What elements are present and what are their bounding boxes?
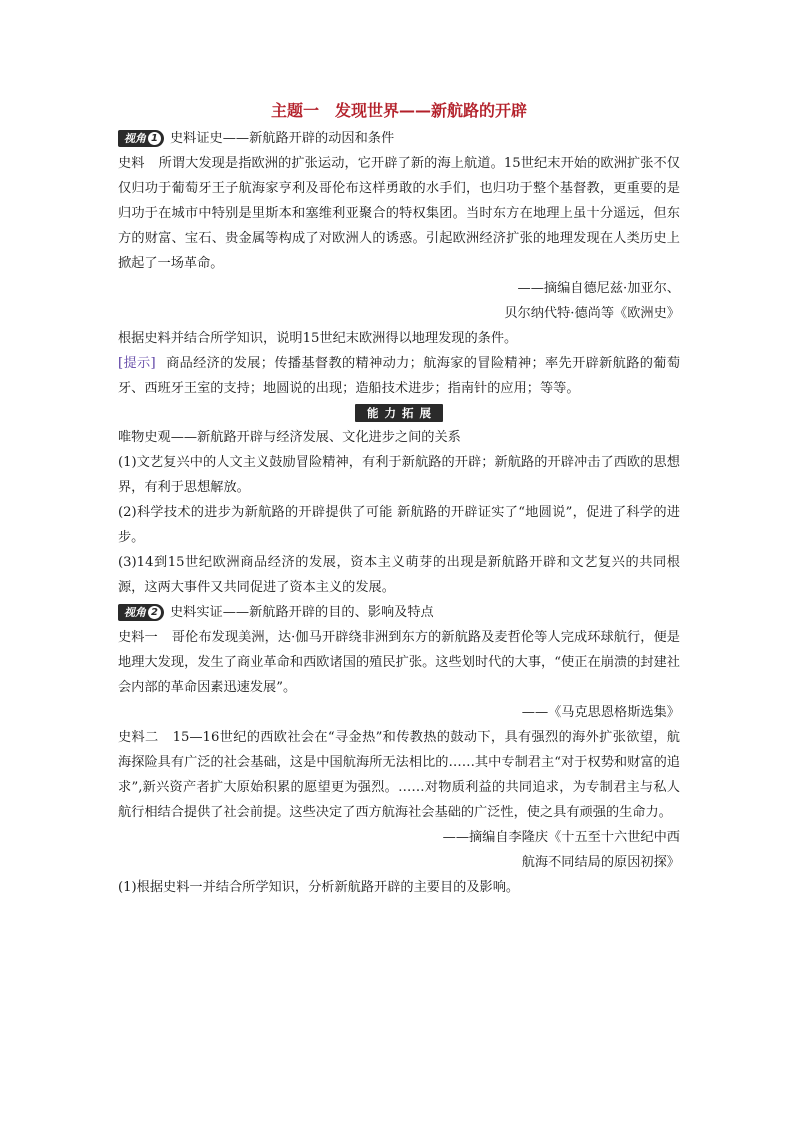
ability-item-1: (1)文艺复兴中的人文主义鼓励冒险精神，有利于新航路的开辟；新航路的开辟冲击了西欧的思想界，有利于思想解放。 [118, 455, 680, 495]
view2-badge [118, 604, 164, 621]
page-title: 主题一 发现世界——新航路的开辟 [270, 101, 527, 120]
view2-source1-label: 史料一 [118, 630, 158, 645]
view2-heading-line [118, 600, 680, 625]
ability-section-header [118, 404, 680, 422]
ability-item-3: (3)14到15世纪欧洲商品经济的发展，资本主义萌芽的出现是新航路开辟和文艺复兴的共同根源，这两大事件又共同促进了资本主义的发展。 [118, 555, 680, 595]
view1-hint-text: 商品经济的发展；传播基督教的精神动力；航海家的冒险精神；率先开辟新航路的葡萄牙、西班牙王室的支持；地圆说的出现；造船技术进步；指南针的应用；等等。 [118, 356, 681, 396]
view2-badge-label: 视角 [124, 606, 146, 619]
view2-question1: (1)根据史料一并结合所学知识，分析新航路开辟的主要目的及影响。 [118, 880, 520, 895]
view1-badge-number: 1 [148, 132, 161, 145]
view1-heading-line [118, 126, 680, 151]
view2-heading: 史料实证——新航路开辟的目的、影响及特点 [170, 605, 434, 620]
view1-source-label: 史料 [118, 156, 145, 171]
view1-source-paragraph [118, 151, 680, 276]
view1-question: 根据史料并结合所学知识，说明15世纪末欧洲得以地理发现的条件。 [118, 331, 518, 346]
view2-citation2-line2: 航海不同结局的原因初探》 [521, 855, 680, 870]
view2-source1-paragraph [118, 625, 680, 700]
view1-citation-line1: ——摘编自德尼兹·加亚尔、 [517, 281, 680, 296]
view1-badge-label: 视角 [124, 132, 146, 145]
view1-heading: 史料证史——新航路开辟的动因和条件 [170, 131, 395, 146]
view2-source2-label: 史料二 [118, 730, 159, 745]
view2-citation1: ——《马克思恩格斯选集》 [521, 705, 680, 720]
view2-source1-text: 哥伦布发现美洲，达·伽马开辟绕非洲到东方的新航路及麦哲伦等人完成环球航行，便是地理大发现，发生了商业革命和西欧诸国的殖民扩张。这些划时代的大事，“使正在崩溃的封建社会内部的革命因素迅速发展”。 [118, 630, 680, 695]
ability-heading: 唯物史观——新航路开辟与经济发展、文化进步之间的关系 [118, 430, 461, 445]
view2-source2-text: 15—16世纪的西欧社会在“寻金热”和传教热的鼓动下，具有强烈的海外扩张欲望，航海探险具有广泛的社会基础，这是中国航海所无法相比的……其中专制君主“对于权势和财富的追求”,新兴资产者扩大原始积累的愿望更为强烈。……对物质利益的共同追求，为专制君主与私人航行相结合提供了社会前提。这些决定了西方航海社会基础的广泛性，使之具有顽强的生命力。 [118, 730, 680, 820]
view1-hint-paragraph [118, 351, 680, 401]
view1-badge [118, 130, 164, 147]
hint-tag: [提示] [118, 356, 156, 371]
document-page [118, 98, 680, 900]
view2-badge-number: 2 [148, 606, 161, 619]
view1-source-text: 所谓大发现是指欧洲的扩张运动，它开辟了新的海上航道。15世纪末开始的欧洲扩张不仅仅归功于葡萄牙王子航海家亨利及哥伦布这样勇敢的水手们，也归功于整个基督教，更重要的是归功于在城市中特别是里斯本和塞维利亚聚合的特权集团。当时东方在地理上虽十分遥远，但东方的财富、宝石、贵金属等构成了对欧洲人的诱惑。引起欧洲经济扩张的地理发现在人类历史上掀起了一场革命。 [118, 156, 680, 271]
ability-header-label: 能力拓展 [355, 404, 443, 422]
view2-citation2-line1: ——摘编自李隆庆《十五至十六世纪中西 [442, 830, 680, 845]
view1-citation-line2: 贝尔纳代特·德尚等《欧洲史》 [504, 306, 680, 321]
view2-source2-paragraph [118, 725, 680, 825]
ability-item-2: (2)科学技术的进步为新航路的开辟提供了可能 新航路的开辟证实了“地圆说”，促进了科学的进步。 [118, 505, 680, 545]
